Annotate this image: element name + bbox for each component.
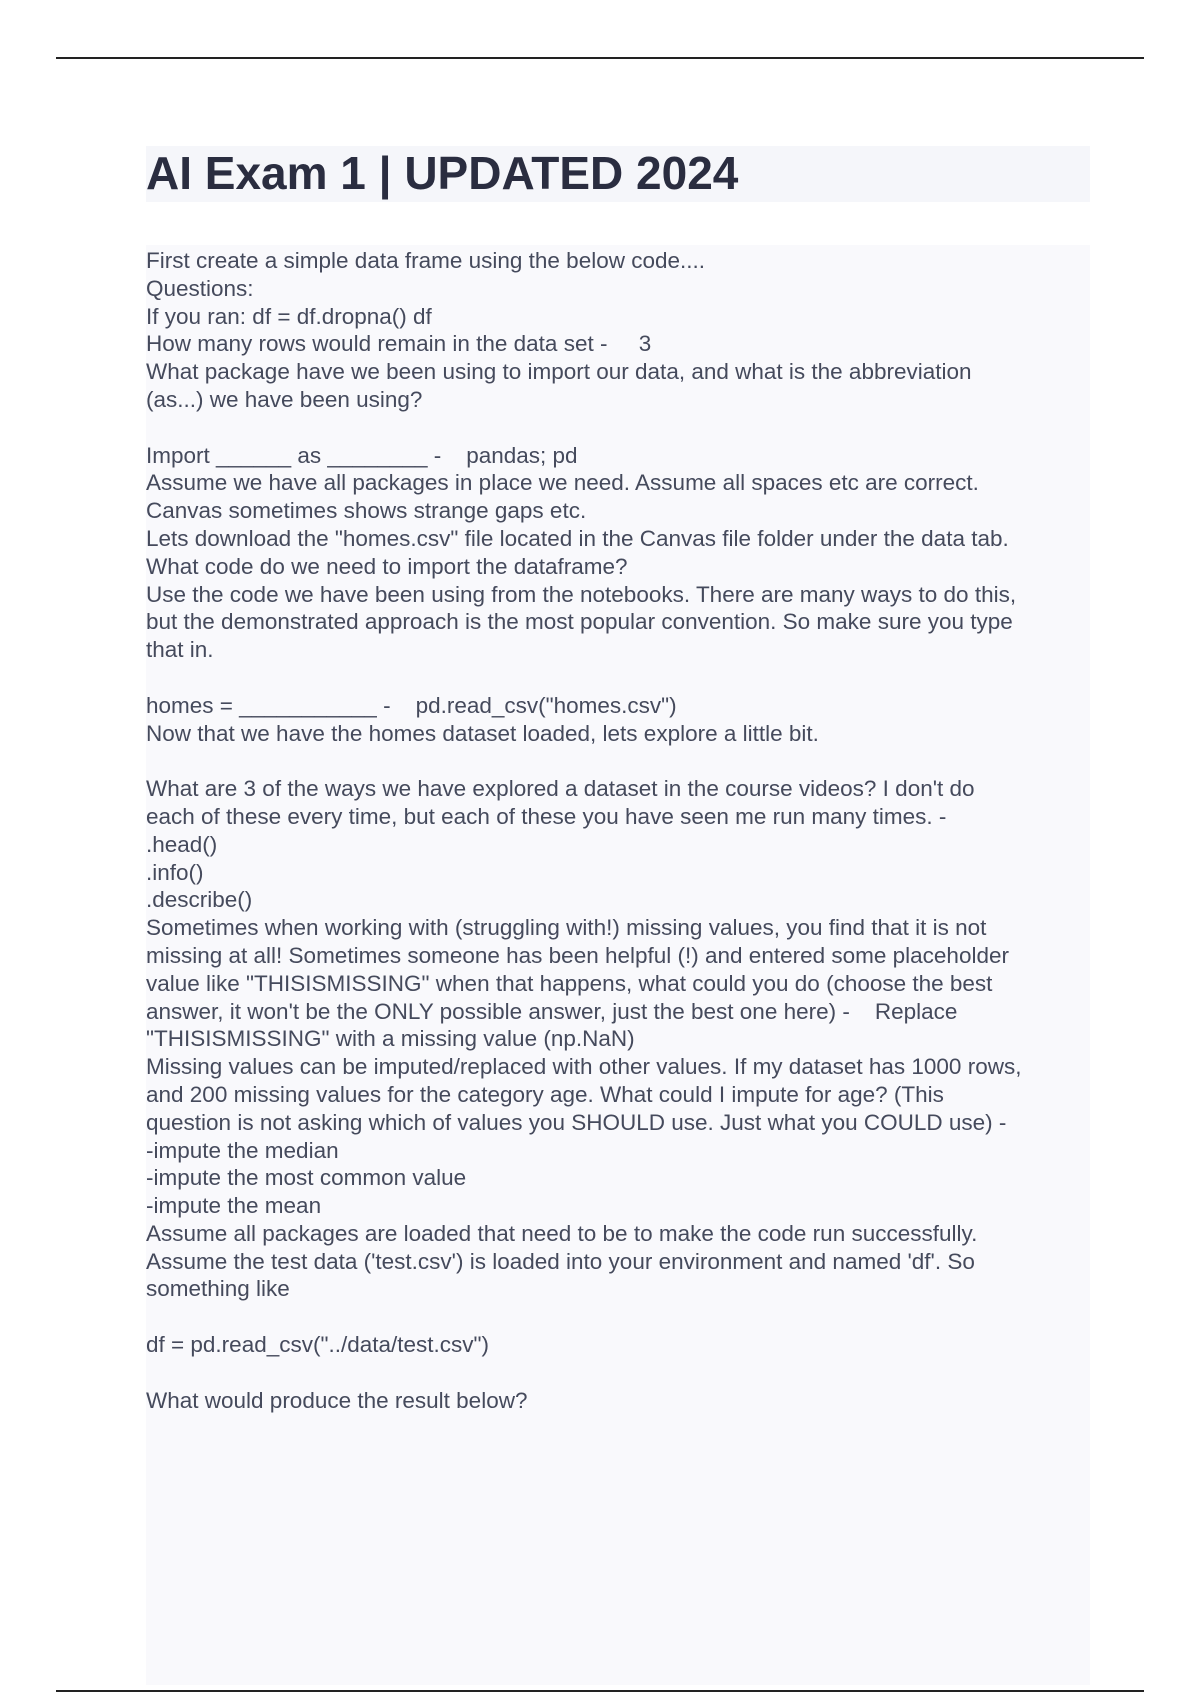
text-line: Missing values can be imputed/replaced with other values. If my dataset has 1000 rows, bbox=[146, 1054, 1022, 1080]
text-line: Assume we have all packages in place we need. Assume all spaces etc are correct. bbox=[146, 470, 979, 496]
blank-line bbox=[146, 1303, 1090, 1331]
text-line: Assume the test data ('test.csv') is loaded into your environment and named 'df'. So bbox=[146, 1248, 975, 1274]
text-line: .head() bbox=[146, 831, 218, 857]
text-line: something like bbox=[146, 1276, 290, 1302]
text-line: What code do we need to import the dataframe? bbox=[146, 553, 628, 579]
text-line: answer, it won't be the ONLY possible answer, just the best one here) - Replace bbox=[146, 998, 958, 1024]
text-line: Sometimes when working with (struggling with!) missing values, you find that it is not bbox=[146, 915, 987, 941]
blank-line bbox=[146, 1359, 1090, 1387]
top-rule bbox=[56, 57, 1144, 59]
text-line: (as...) we have been using? bbox=[146, 386, 423, 412]
text-line: and 200 missing values for the category age. What could I impute for age? (This bbox=[146, 1081, 944, 1107]
text-line: Use the code we have been using from the notebooks. There are many ways to do this, bbox=[146, 581, 1017, 607]
text-line: Assume all packages are loaded that need to be to make the code run successfully. bbox=[146, 1220, 978, 1246]
text-line: missing at all! Sometimes someone has been helpful (!) and entered some placeholder bbox=[146, 942, 1009, 968]
blank-line bbox=[146, 414, 1090, 442]
text-line: What package have we been using to import our data, and what is the abbreviation bbox=[146, 359, 972, 385]
blank-line bbox=[146, 664, 1090, 692]
text-line: each of these every time, but each of these you have seen me run many times. - bbox=[146, 803, 947, 829]
text-line: df = pd.read_csv("../data/test.csv") bbox=[146, 1332, 490, 1358]
document-body bbox=[146, 247, 1090, 1414]
text-line: What would produce the result below? bbox=[146, 1387, 528, 1413]
text-line: question is not asking which of values you SHOULD use. Just what you COULD use) - bbox=[146, 1109, 1007, 1135]
text-line: Questions: bbox=[146, 275, 254, 301]
document-title: AI Exam 1 | UPDATED 2024 bbox=[146, 147, 739, 199]
bottom-rule bbox=[56, 1690, 1144, 1692]
text-line: Canvas sometimes shows strange gaps etc. bbox=[146, 498, 587, 524]
text-line: If you ran: df = df.dropna() df bbox=[146, 303, 432, 329]
text-line: "THISISMISSING" with a missing value (np.NaN) bbox=[146, 1026, 635, 1052]
text-line: Lets download the "homes.csv" file located in the Canvas file folder under the data tab. bbox=[146, 525, 1009, 551]
text-line: -impute the most common value bbox=[146, 1165, 467, 1191]
text-line: -impute the median bbox=[146, 1137, 339, 1163]
text-line: How many rows would remain in the data set - 3 bbox=[146, 331, 652, 357]
text-line: What are 3 of the ways we have explored a dataset in the course videos? I don't do bbox=[146, 776, 975, 802]
text-line: that in. bbox=[146, 637, 214, 663]
text-line: Now that we have the homes dataset loaded, lets explore a little bit. bbox=[146, 720, 819, 746]
text-line: homes = ___________ - pd.read_csv("homes.csv") bbox=[146, 692, 677, 718]
blank-line bbox=[146, 747, 1090, 775]
text-line: value like "THISISMISSING" when that happens, what could you do (choose the best bbox=[146, 970, 993, 996]
text-line: First create a simple data frame using the below code.... bbox=[146, 248, 706, 273]
text-line: Import ______ as ________ - pandas; pd bbox=[146, 442, 578, 468]
text-line: .describe() bbox=[146, 887, 253, 913]
text-line: but the demonstrated approach is the most popular convention. So make sure you type bbox=[146, 609, 1013, 635]
text-line: .info() bbox=[146, 859, 204, 885]
text-line: -impute the mean bbox=[146, 1193, 322, 1219]
